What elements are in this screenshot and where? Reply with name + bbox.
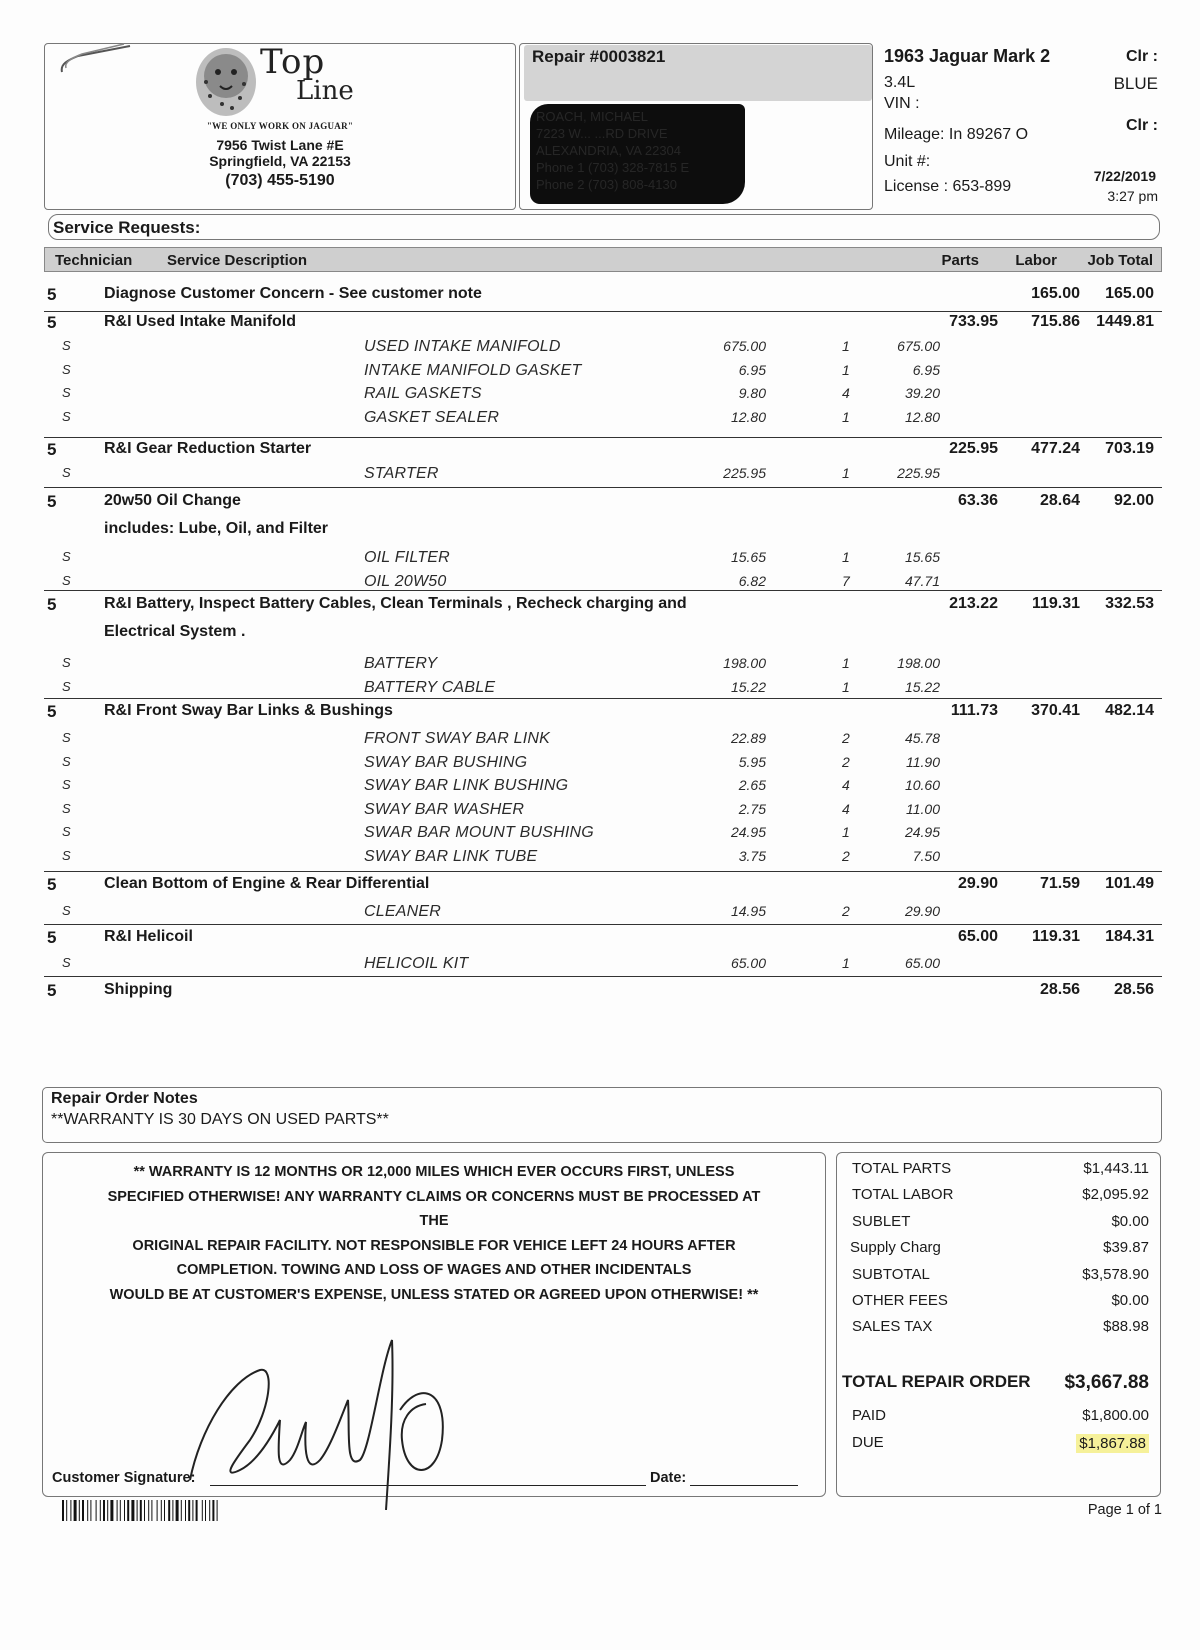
subtotal-label: SUBTOTAL — [852, 1266, 930, 1283]
part-row — [44, 824, 1162, 846]
job-row — [44, 285, 1162, 311]
jaguar-logo-icon — [192, 46, 260, 118]
job-labor-amount: 71.59 — [1039, 875, 1080, 892]
barcode-bar — [117, 1500, 118, 1521]
part-quantity: 1 — [842, 655, 850, 671]
part-name: CLEANER — [364, 903, 441, 920]
job-row — [44, 702, 1162, 728]
part-sale-type: S — [62, 572, 71, 588]
barcode-bar — [157, 1500, 158, 1521]
job-description: Shipping — [104, 981, 173, 998]
barcode-bar — [70, 1500, 71, 1521]
part-quantity: 1 — [842, 549, 850, 565]
job-technician: 5 — [47, 928, 57, 947]
part-name: USED INTAKE MANIFOLD — [364, 338, 561, 355]
part-name: HELICOIL KIT — [364, 955, 469, 972]
job-separator — [44, 487, 1162, 488]
service-requests-box — [48, 214, 1160, 240]
repair-time: 3:27 pm — [1107, 188, 1158, 204]
part-unit-price: 15.65 — [730, 549, 766, 565]
barcode-bar — [62, 1500, 64, 1521]
part-unit-price: 225.95 — [723, 465, 766, 481]
part-unit-price: 198.00 — [723, 655, 766, 671]
job-labor-amount: 119.31 — [1031, 928, 1080, 945]
part-extended-price: 12.80 — [904, 408, 940, 425]
part-unit-price: 15.22 — [730, 678, 766, 695]
part-quantity: 7 — [842, 572, 850, 589]
page-number: Page 1 of 1 — [1087, 1502, 1162, 1518]
barcode-bar — [176, 1500, 179, 1521]
job-technician: 5 — [47, 313, 57, 332]
signature-date-label: Date: — [650, 1470, 687, 1486]
barcode-bar — [205, 1500, 206, 1521]
job-row — [44, 595, 1162, 640]
repair-notes-label: Repair Order Notes — [51, 1090, 198, 1107]
part-row — [44, 362, 1162, 384]
job-row — [44, 981, 1162, 1007]
job-description: R&I Front Sway Bar Links & Bushings — [104, 702, 393, 719]
job-total-amount: 184.31 — [1105, 928, 1154, 945]
color-label-2: Clr : — [1126, 117, 1158, 134]
part-quantity: 1 — [842, 361, 850, 378]
job-parts-amount: 225.95 — [949, 440, 998, 457]
job-technician: 5 — [47, 981, 57, 1000]
shop-logo-word2: Line — [296, 76, 354, 106]
part-name: GASKET SEALER — [364, 408, 500, 426]
barcode-bar — [96, 1500, 97, 1521]
job-description: R&I Used Intake Manifold — [104, 313, 297, 330]
part-quantity: 2 — [842, 847, 850, 864]
vehicle-mileage: Mileage: In 89267 O — [884, 126, 1029, 143]
barcode-bar — [120, 1500, 121, 1521]
job-description: Clean Bottom of Engine & Rear Differential — [104, 875, 430, 892]
part-sale-type: S — [62, 465, 71, 480]
part-row — [44, 730, 1162, 752]
barcode-bar — [107, 1500, 108, 1521]
job-row — [44, 928, 1162, 954]
job-labor-amount: 28.56 — [1039, 981, 1080, 998]
part-name: SWAR BAR MOUNT BUSHING — [364, 824, 594, 841]
sales-tax-label: SALES TAX — [852, 1318, 933, 1335]
barcode-bar — [144, 1500, 145, 1521]
paid-value: $1,800.00 — [1082, 1407, 1149, 1424]
job-row — [44, 313, 1162, 339]
warranty-line: ** WARRANTY IS 12 MONTHS OR 12,000 MILES WHICH EVER OCCURS FIRST, UNLESS — [133, 1164, 735, 1180]
job-technician: 5 — [47, 285, 57, 304]
part-sale-type: S — [62, 753, 71, 769]
barcode-bar — [209, 1500, 210, 1521]
part-name: SWAY BAR LINK TUBE — [364, 847, 538, 865]
part-unit-price: 9.80 — [738, 385, 766, 401]
warranty-line: ORIGINAL REPAIR FACILITY. NOT RESPONSIBLE FOR VEHICE LEFT 24 HOURS AFTER — [132, 1237, 736, 1254]
job-separator — [44, 590, 1162, 591]
job-labor-amount: 28.64 — [1039, 492, 1080, 509]
part-name: STARTER — [364, 465, 439, 482]
barcode-bar — [127, 1500, 129, 1521]
job-total-amount: 703.19 — [1105, 440, 1154, 457]
sales-tax-value: $88.98 — [1103, 1318, 1149, 1335]
col-labor: Labor — [1015, 252, 1057, 269]
barcode-bar — [181, 1500, 182, 1521]
part-unit-price: 14.95 — [730, 903, 766, 919]
vehicle-unit: Unit #: — [884, 153, 931, 170]
part-unit-price: 6.95 — [738, 361, 766, 378]
job-total-amount: 92.00 — [1113, 492, 1154, 509]
part-row — [44, 338, 1162, 360]
part-quantity: 1 — [842, 955, 850, 971]
sublet-value: $0.00 — [1111, 1213, 1149, 1230]
part-extended-price: 198.00 — [897, 655, 940, 671]
part-row — [44, 465, 1162, 487]
part-extended-price: 10.60 — [904, 777, 940, 793]
barcode-bar — [79, 1500, 80, 1521]
job-total-amount: 28.56 — [1113, 981, 1154, 998]
barcode-bar — [110, 1500, 113, 1521]
vehicle-license: License : 653-899 — [884, 178, 1012, 195]
part-sale-type: S — [62, 549, 71, 564]
part-sale-type: S — [62, 361, 71, 377]
part-sale-type: S — [62, 955, 71, 970]
job-labor-amount: 477.24 — [1031, 440, 1080, 457]
part-name: OIL 20W50 — [364, 572, 447, 590]
job-labor-amount: 165.00 — [1031, 285, 1080, 302]
job-total-amount: 482.14 — [1105, 702, 1154, 719]
part-extended-price: 39.20 — [904, 385, 940, 401]
part-name: BATTERY — [364, 655, 438, 672]
part-unit-price: 2.75 — [738, 800, 766, 817]
part-sale-type: S — [62, 385, 71, 400]
part-name: FRONT SWAY BAR LINK — [364, 730, 551, 747]
barcode-bar — [137, 1500, 138, 1521]
signature-line — [210, 1485, 646, 1486]
job-row — [44, 492, 1162, 537]
part-extended-price: 47.71 — [904, 572, 940, 589]
paperclip-icon — [58, 42, 138, 82]
barcode-bar — [168, 1500, 170, 1521]
part-row — [44, 848, 1162, 870]
job-total-amount: 1449.81 — [1096, 313, 1154, 330]
part-sale-type: S — [62, 777, 71, 792]
shop-phone: (703) 455-5190 — [225, 172, 335, 189]
part-row — [44, 385, 1162, 407]
date-line — [690, 1485, 798, 1486]
part-quantity: 2 — [842, 753, 850, 770]
job-total-amount: 165.00 — [1105, 285, 1154, 302]
job-description-continued: Electrical System . — [104, 623, 246, 640]
barcode-bar — [212, 1500, 214, 1521]
part-sale-type: S — [62, 408, 71, 424]
part-extended-price: 15.22 — [904, 678, 940, 695]
vehicle-title: 1963 Jaguar Mark 2 — [884, 46, 1051, 66]
barcode-bar — [124, 1500, 125, 1521]
part-row — [44, 801, 1162, 823]
barcode-bar — [217, 1500, 218, 1521]
job-description: R&I Helicoil — [104, 928, 193, 945]
job-row — [44, 875, 1162, 901]
barcode-bar — [172, 1500, 173, 1521]
color-label-1: Clr : — [1126, 48, 1158, 65]
part-quantity: 2 — [842, 903, 850, 919]
part-unit-price: 24.95 — [730, 824, 766, 840]
job-separator — [44, 871, 1162, 872]
job-technician: 5 — [47, 595, 57, 614]
total-labor-value: $2,095.92 — [1082, 1186, 1149, 1203]
warranty-line: WOULD BE AT CUSTOMER'S EXPENSE, UNLESS STATED OR AGREED UPON OTHERWISE! ** — [109, 1286, 759, 1303]
total-labor-label: TOTAL LABOR — [852, 1186, 954, 1203]
total-parts-value: $1,443.11 — [1083, 1160, 1149, 1177]
part-unit-price: 5.95 — [738, 753, 766, 770]
part-quantity: 2 — [842, 730, 850, 746]
job-parts-amount: 111.73 — [950, 702, 998, 719]
part-name: RAIL GASKETS — [364, 385, 482, 402]
part-quantity: 1 — [842, 824, 850, 840]
job-labor-amount: 370.41 — [1031, 702, 1080, 719]
job-separator — [44, 311, 1162, 312]
part-row — [44, 409, 1162, 431]
part-extended-price: 11.00 — [906, 800, 940, 817]
job-technician: 5 — [47, 702, 57, 721]
shop-address-line2: Springfield, VA 22153 — [209, 153, 351, 169]
part-sale-type: S — [62, 338, 71, 353]
paid-label: PAID — [852, 1407, 886, 1424]
vehicle-vin: VIN : — [884, 95, 920, 112]
other-fees-label: OTHER FEES — [852, 1292, 948, 1309]
job-parts-amount: 63.36 — [957, 492, 998, 509]
job-parts-amount: 65.00 — [957, 928, 998, 945]
part-extended-price: 45.78 — [904, 730, 940, 746]
col-job-total: Job Total — [1087, 252, 1153, 269]
barcode-bar — [151, 1500, 152, 1521]
job-total-amount: 332.53 — [1105, 595, 1154, 612]
part-quantity: 4 — [842, 385, 850, 401]
part-quantity: 4 — [842, 777, 850, 793]
part-unit-price: 2.65 — [738, 777, 766, 793]
part-unit-price: 3.75 — [738, 847, 766, 864]
job-labor-amount: 119.31 — [1031, 595, 1080, 612]
barcode-bar — [74, 1500, 77, 1521]
customer-redacted-text: ROACH, MICHAEL 7223 W... ...RD DRIVE ALEXANDRIA, VA 22304 Phone 1 (703) 328-7815 E Phone 2 (703) 808-4130 — [536, 109, 690, 192]
part-row — [44, 754, 1162, 776]
shop-logo-word1: Top — [260, 42, 326, 82]
job-technician: 5 — [47, 492, 57, 511]
shop-tagline: "WE ONLY WORK ON JAGUAR" — [206, 121, 354, 131]
col-description: Service Description — [167, 252, 308, 269]
repair-date: 7/22/2019 — [1093, 168, 1156, 184]
part-extended-price: 225.95 — [897, 465, 940, 481]
barcode-bar — [131, 1500, 134, 1521]
part-name: SWAY BAR BUSHING — [364, 753, 528, 771]
job-separator — [44, 924, 1162, 925]
part-extended-price: 11.90 — [906, 753, 940, 770]
job-separator — [44, 437, 1162, 438]
due-label: DUE — [852, 1434, 884, 1451]
total-repair-label: TOTAL REPAIR ORDER — [842, 1372, 1031, 1391]
barcode-bar — [66, 1500, 67, 1521]
barcode-bar — [188, 1500, 190, 1521]
job-description: Diagnose Customer Concern - See customer note — [104, 285, 482, 302]
part-extended-price: 29.90 — [904, 903, 940, 919]
job-technician: 5 — [47, 440, 57, 459]
part-name: SWAY BAR WASHER — [364, 800, 525, 818]
part-unit-price: 675.00 — [723, 338, 766, 354]
job-parts-amount: 29.90 — [957, 875, 998, 892]
warranty-text — [66, 1160, 802, 1307]
part-row — [44, 573, 1162, 595]
sublet-label: SUBLET — [852, 1213, 911, 1230]
col-technician: Technician — [55, 252, 133, 269]
warranty-line: COMPLETION. TOWING AND LOSS OF WAGES AND OTHER INCIDENTALS — [176, 1262, 692, 1278]
warranty-line: THE — [419, 1213, 449, 1229]
job-total-amount: 101.49 — [1105, 875, 1154, 892]
job-row — [44, 440, 1162, 466]
part-name: INTAKE MANIFOLD GASKET — [364, 361, 582, 379]
warranty-line: SPECIFIED OTHERWISE! ANY WARRANTY CLAIMS OR CONCERNS MUST BE PROCESSED AT — [107, 1188, 761, 1205]
part-name: OIL FILTER — [364, 549, 450, 566]
part-quantity: 1 — [842, 465, 850, 481]
part-sale-type: S — [62, 903, 71, 918]
job-parts-amount: 213.22 — [949, 595, 998, 612]
due-value: $1,867.88 — [1076, 1434, 1149, 1453]
subtotal-value: $3,578.90 — [1082, 1266, 1149, 1283]
part-row — [44, 777, 1162, 799]
part-unit-price: 65.00 — [730, 955, 766, 971]
part-extended-price: 65.00 — [904, 955, 940, 971]
job-technician: 5 — [47, 875, 57, 894]
other-fees-value: $0.00 — [1111, 1292, 1149, 1309]
part-sale-type: S — [62, 847, 71, 863]
shop-address-line1: 7956 Twist Lane #E — [216, 137, 344, 153]
part-quantity: 1 — [842, 678, 850, 695]
barcode-bar — [185, 1500, 186, 1521]
job-description: R&I Battery, Inspect Battery Cables, Clean Terminals , Recheck charging and — [104, 595, 687, 612]
job-parts-amount: 733.95 — [949, 313, 998, 330]
part-sale-type: S — [62, 800, 71, 816]
barcode-bar — [196, 1500, 198, 1521]
part-sale-type: S — [62, 655, 71, 670]
barcode-bar — [202, 1500, 203, 1521]
shop-address — [44, 137, 516, 169]
part-quantity: 1 — [842, 338, 850, 354]
supply-value: $39.87 — [1103, 1239, 1149, 1256]
service-requests-label: Service Requests: — [53, 218, 201, 237]
barcode-bar — [161, 1500, 162, 1521]
barcode-bar — [164, 1500, 165, 1521]
repair-notes-text: **WARRANTY IS 30 DAYS ON USED PARTS** — [51, 1111, 389, 1128]
part-extended-price: 7.50 — [912, 847, 940, 864]
part-sale-type: S — [62, 730, 71, 745]
barcode-image — [62, 1500, 256, 1521]
barcode-bar — [192, 1500, 193, 1521]
column-header-bar — [44, 247, 1162, 272]
total-repair-value: $3,667.88 — [1064, 1372, 1149, 1393]
vehicle-color: BLUE — [1113, 74, 1158, 93]
part-row — [44, 955, 1162, 977]
repair-number: Repair #0003821 — [524, 45, 872, 101]
job-separator — [44, 976, 1162, 977]
part-sale-type: S — [62, 824, 71, 839]
barcode-bar — [103, 1500, 105, 1521]
customer-signature-label: Customer Signature: — [52, 1470, 196, 1486]
job-separator — [44, 698, 1162, 699]
part-row — [44, 549, 1162, 571]
part-row — [44, 655, 1162, 677]
barcode-bar — [148, 1500, 149, 1521]
part-unit-price: 22.89 — [730, 730, 766, 746]
part-name: BATTERY CABLE — [364, 678, 496, 696]
part-row — [44, 903, 1162, 925]
part-unit-price: 12.80 — [730, 408, 766, 425]
job-labor-amount: 715.86 — [1031, 313, 1080, 330]
part-extended-price: 15.65 — [904, 549, 940, 565]
job-description-continued: includes: Lube, Oil, and Filter — [104, 520, 329, 537]
vehicle-engine: 3.4L — [884, 74, 916, 91]
barcode-bar — [82, 1500, 84, 1521]
job-description: 20w50 Oil Change — [104, 492, 241, 509]
part-sale-type: S — [62, 678, 71, 694]
part-quantity: 1 — [842, 408, 850, 425]
barcode-bar — [90, 1500, 91, 1521]
barcode-bar — [87, 1500, 88, 1521]
total-parts-label: TOTAL PARTS — [852, 1160, 952, 1177]
part-extended-price: 24.95 — [904, 824, 940, 840]
job-description: R&I Gear Reduction Starter — [104, 440, 312, 457]
part-unit-price: 6.82 — [738, 572, 766, 589]
part-extended-price: 675.00 — [897, 338, 940, 354]
barcode-bar — [140, 1500, 142, 1521]
supply-label: Supply Charg — [850, 1239, 941, 1256]
part-name: SWAY BAR LINK BUSHING — [364, 777, 569, 794]
barcode-bar — [100, 1500, 101, 1521]
part-extended-price: 6.95 — [912, 361, 940, 378]
col-parts: Parts — [941, 252, 979, 269]
customer-signature-image — [180, 1310, 480, 1510]
part-quantity: 4 — [842, 800, 850, 817]
